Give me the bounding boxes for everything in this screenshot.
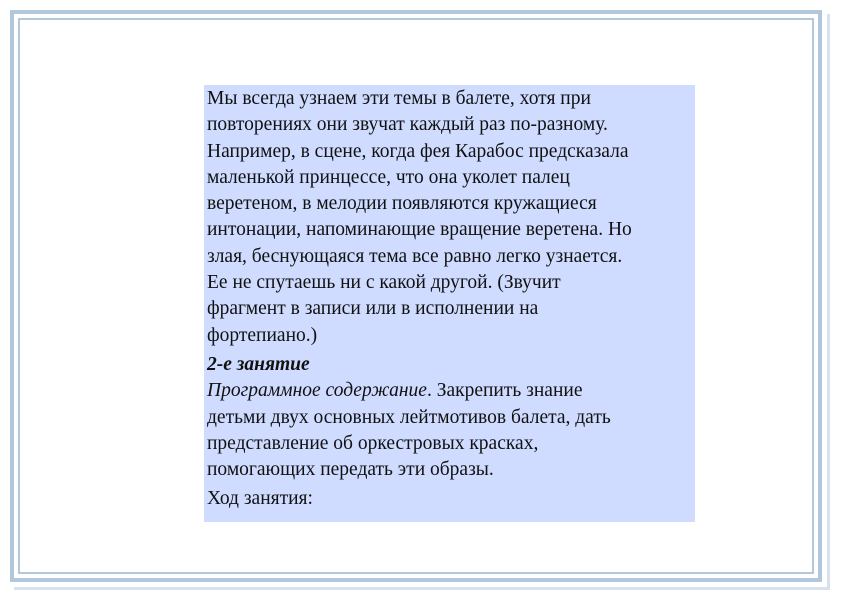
lesson-course-label: Ход занятия: bbox=[207, 488, 313, 510]
text-line: интонации, напоминающие вращение веретена. Но bbox=[207, 219, 632, 241]
program-label: Программное содержание bbox=[207, 380, 427, 402]
lesson-heading: 2-е занятие bbox=[207, 353, 310, 375]
text-line: повторениях они звучат каждый раз по-разному. bbox=[207, 114, 608, 136]
text-line: злая, беснующаяся тема все равно легко узнается. bbox=[207, 245, 623, 267]
text-line: веретеном, в мелодии появляются кружащиеся bbox=[207, 193, 597, 215]
text-line: представление об оркестровых красках, bbox=[207, 432, 539, 454]
text-line: фортепиано.) bbox=[207, 324, 318, 346]
text-line: помогающих передать эти образы. bbox=[207, 459, 494, 481]
paragraph-course bbox=[207, 486, 695, 512]
text-line: Ее не спутаешь ни с какой другой. (Звучит bbox=[207, 272, 561, 294]
program-line bbox=[207, 378, 695, 404]
paragraph-intro bbox=[207, 86, 695, 349]
paragraph-lesson bbox=[207, 352, 695, 483]
text-line: Мы всегда узнаем эти темы в балете, хотя при bbox=[207, 88, 591, 109]
text-line: детьми двух основных лейтмотивов балета, дать bbox=[207, 406, 611, 428]
program-text: . Закрепить знание bbox=[426, 380, 583, 402]
text-line: фрагмент в записи или в исполнении на bbox=[207, 298, 539, 320]
text-line: маленькой принцессе, что она уколет палец bbox=[207, 166, 570, 188]
text-line: Например, в сцене, когда фея Карабос предсказала bbox=[207, 140, 629, 162]
text-block bbox=[204, 85, 695, 522]
